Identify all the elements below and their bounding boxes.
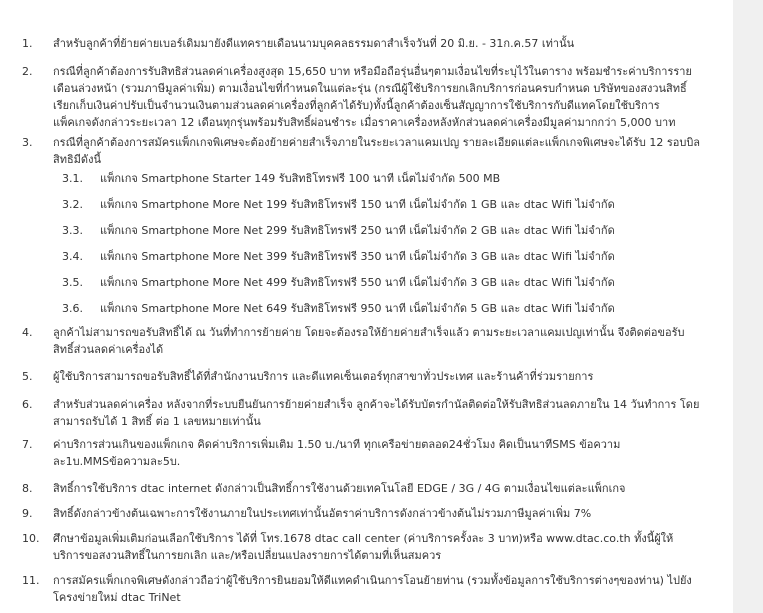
item-number: 4.	[22, 326, 33, 339]
item-line: ละ1บ.MMSข้อความละ5บ.	[53, 455, 181, 468]
item-line: ค่าบริการส่วนเกินของแพ็กเกจ คิดค่าบริการเพิ่มเติม 1.50 บ./นาที ทุกเครือข่ายตลอด24ชั่วโมง คิดเป็นนาทีSMS ข้อความ	[53, 438, 621, 451]
item-number: 1.	[22, 37, 33, 50]
item-line: เดือนล่วงหน้า (รวมภาษีมูลค่าเพิ่ม) ตามเงื่อนไขที่กำหนดในแต่ละรุ่น (กรณีผู้ใช้บริการยกเลิกบริการก่อนครบกำหนด บริษัทของสงวนสิทธิ์	[53, 82, 687, 95]
item-text	[53, 396, 703, 430]
sub-item-text: แพ็กเกจ Smartphone More Net 649 รับสิทธิโทรฟรี 950 นาที เน็ตไม่จำกัด 5 GB และ dtac Wifi ไม่จำกัด	[100, 302, 615, 315]
item-text	[53, 480, 703, 497]
item-number: 3.	[22, 136, 33, 149]
item-line: สำหรับส่วนลดค่าเครื่อง หลังจากที่ระบบยืนยันการย้ายค่ายสำเร็จ ลูกค้าจะได้รับบัตรกำนัลติดต่อให้รับสิทธิส่วนลดภายใน 14 วันทำการ โดย	[53, 398, 700, 411]
item-line: ศึกษาข้อมูลเพิ่มเติมก่อนเลือกใช้บริการ ได้ที่ โทร.1678 dtac call center (ค่าบริการครั้งละ 3 บาท)หรือ www.dtac.co.th ทั้งนี้ผู้ให้	[53, 532, 674, 545]
item-number: 8.	[22, 482, 33, 495]
item-line: ผู้ใช้บริการสามารถขอรับสิทธิ์ได้ที่สำนักงานบริการ และดีแทคเซ็นเตอร์ทุกสาขาทั่วประเทศ และร้านค้าที่ร่วมรายการ	[53, 370, 594, 383]
item-text	[53, 63, 703, 131]
item-text	[53, 134, 703, 168]
sub-item-text: แพ็กเกจ Smartphone Starter 149 รับสิทธิโทรฟรี 100 นาที เน็ตไม่จำกัด 500 MB	[100, 172, 501, 185]
item-text	[53, 572, 703, 606]
sub-item-number: 3.2.	[62, 198, 83, 211]
item-number: 11.	[22, 574, 40, 587]
sub-item-number: 3.6.	[62, 302, 83, 315]
item-line: ลูกค้าไม่สามารถขอรับสิทธิ์ได้ ณ วันที่ทำการย้ายค่าย โดยจะต้องรอให้ย้ายค่ายสำเร็จแล้ว ตามระยะเวลาแคมเปญเท่านั้น จึงติดต่อขอรับ	[53, 326, 685, 339]
sub-item-number: 3.1.	[62, 172, 83, 185]
item-line: สิทธิ์ส่วนลดค่าเครื่องได้	[53, 343, 164, 356]
item-line: แพ็คเกจดังกล่าวระยะเวลา 12 เดือนทุกรุ่นพร้อมรับสิทธิ์ผ่อนชำระ เมื่อราคาเครื่องหลังหักส่วนลดค่าเครื่องมีมูลค่ามากกว่า 5,000 บาท	[53, 116, 676, 129]
item-line: สำหรับลูกค้าที่ย้ายค่ายเบอร์เดิมมายังดีแทครายเดือนนามบุคคลธรรมดาสำเร็จวันที่ 20 มิ.ย. - 31ก.ค.57 เท่านั้น	[53, 37, 575, 50]
item-number: 5.	[22, 370, 33, 383]
item-line: การสมัครแพ็กเกจพิเศษดังกล่าวถือว่าผู้ใช้บริการยินยอมให้ดีแทคดำเนินการโอนย้ายท่าน (รวมทั้งข้อมูลการใช้บริการต่างๆของท่าน) ไปยัง	[53, 574, 692, 587]
sub-item-number: 3.5.	[62, 276, 83, 289]
item-text	[53, 324, 703, 358]
item-text	[53, 368, 703, 385]
page-side-panel	[733, 0, 763, 613]
item-line: เรียกเก็บเงินค่าปรับเป็นจำนวนเงินตามส่วนลดค่าเครื่องที่ลูกค้าได้รับ)ทั้งนี้ลูกค้าต้องเซ็นสัญญาการใช้บริการกับดีแทคโดยใช้บริการ	[53, 99, 660, 112]
item-text	[53, 436, 703, 470]
sub-item-text: แพ็กเกจ Smartphone More Net 499 รับสิทธิโทรฟรี 550 นาที เน็ตไม่จำกัด 3 GB และ dtac Wifi ไม่จำกัด	[100, 276, 615, 289]
item-line: โครงข่ายใหม่ dtac TriNet	[53, 591, 181, 604]
item-text	[53, 530, 703, 564]
sub-item-number: 3.3.	[62, 224, 83, 237]
item-line: สิทธิ์การใช้บริการ dtac internet ดังกล่าวเป็นสิทธิ์การใช้งานด้วยเทคโนโลยี EDGE / 3G / 4G ตามเงื่อนไขแต่ละแพ็กเกจ	[53, 482, 626, 495]
item-number: 9.	[22, 507, 33, 520]
item-line: สิทธิ์ดังกล่าวข้างต้นเฉพาะการใช้งานภายในประเทศเท่านั้นอัตราค่าบริการดังกล่าวข้างต้นไม่รวมภาษีมูลค่าเพิ่ม 7%	[53, 507, 592, 520]
sub-item-text: แพ็กเกจ Smartphone More Net 199 รับสิทธิโทรฟรี 150 นาที เน็ตไม่จำกัด 1 GB และ dtac Wifi ไม่จำกัด	[100, 198, 615, 211]
item-line: สิทธิมีดังนี้	[53, 153, 101, 166]
sub-item-number: 3.4.	[62, 250, 83, 263]
item-number: 6.	[22, 398, 33, 411]
item-line: สามารถรับได้ 1 สิทธิ์ ต่อ 1 เลขหมายเท่านั้น	[53, 415, 261, 428]
item-number: 2.	[22, 65, 33, 78]
item-number: 7.	[22, 438, 33, 451]
sub-item-text: แพ็กเกจ Smartphone More Net 299 รับสิทธิโทรฟรี 250 นาที เน็ตไม่จำกัด 2 GB และ dtac Wifi ไม่จำกัด	[100, 224, 615, 237]
item-text	[53, 505, 703, 522]
item-text	[53, 35, 703, 52]
sub-item-text: แพ็กเกจ Smartphone More Net 399 รับสิทธิโทรฟรี 350 นาที เน็ตไม่จำกัด 3 GB และ dtac Wifi ไม่จำกัด	[100, 250, 615, 263]
item-number: 10.	[22, 532, 40, 545]
item-line: กรณีที่ลูกค้าต้องการรับสิทธิส่วนลดค่าเครื่องสูงสุด 15,650 บาท หรือมือถือรุ่นอื่นๆตามเงื่อนไขที่ระบุไว้ในตาราง พร้อมชำระค่าบริการราย	[53, 65, 692, 78]
item-line: บริการขอสงวนสิทธิ์ในการยกเลิก และ/หรือเปลี่ยนแปลงรายการได้ตามที่เห็นสมควร	[53, 549, 442, 562]
item-line: กรณีที่ลูกค้าต้องการสมัครแพ็กเกจพิเศษจะต้องย้ายค่ายสำเร็จภายในระยะเวลาแคมเปญ รายละเอียดแต่ละแพ็กเกจพิเศษจะได้รับ 12 รอบบิล	[53, 136, 701, 149]
